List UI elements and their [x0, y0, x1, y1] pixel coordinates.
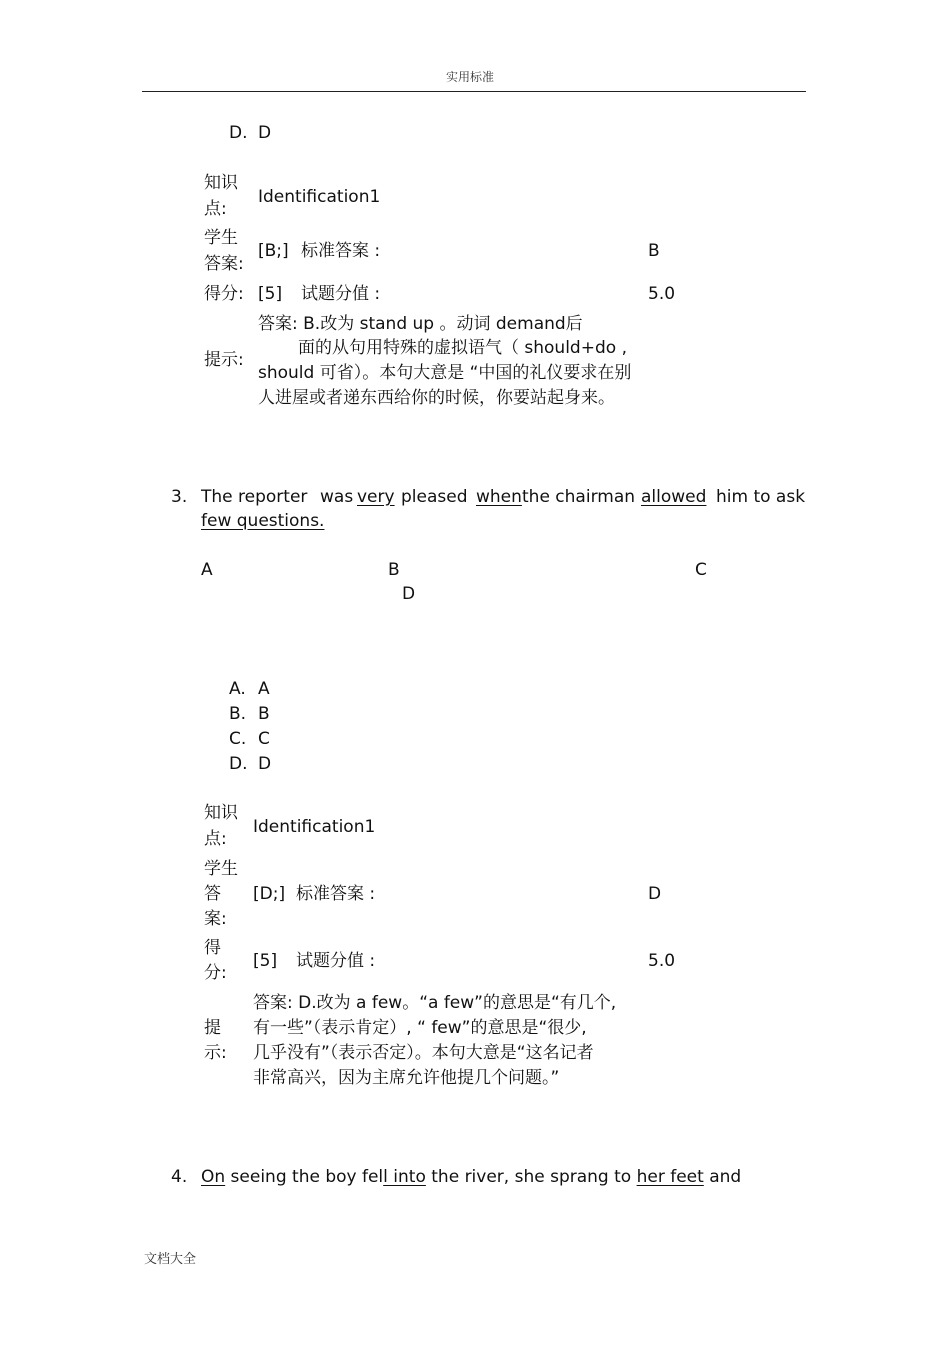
knowledge-value: Identification1	[258, 187, 381, 207]
hint-line: 答案: B.改为 stand up 。动词 demand后	[258, 314, 583, 334]
sentence-part: seeing the boy fel	[225, 1167, 384, 1187]
sentence-part: the chairman	[522, 487, 636, 507]
underlined-option-a: very	[357, 487, 395, 507]
hint-line: 人进屋或者递东西给你的时候，你要站起身来。	[258, 388, 615, 408]
knowledge-value: Identification1	[253, 817, 376, 837]
sentence-part: the river, she sprang to	[425, 1167, 637, 1187]
underlined-option-b: when	[476, 487, 522, 507]
hint-label: 提	[204, 1018, 221, 1038]
student-answer-value: [D;]	[253, 884, 286, 904]
sentence-part: pleased	[401, 487, 468, 507]
student-answer-label-3: 案:	[204, 909, 227, 929]
option-text: A	[258, 679, 270, 699]
marker-b: B	[388, 560, 400, 580]
marker-c: C	[695, 560, 707, 580]
knowledge-label-2: 点:	[204, 829, 227, 849]
score-label: 得	[204, 938, 221, 958]
option-letter: B.	[229, 704, 247, 724]
underlined-option-d: few questions.	[201, 511, 325, 531]
student-answer-label: 学生	[204, 859, 238, 879]
question-number: 3.	[171, 487, 188, 507]
full-score-label: 试题分值 :	[296, 951, 376, 971]
hint-label: 提示:	[204, 350, 244, 370]
score-label-2: 分:	[204, 963, 227, 983]
hint-line: 答案: D.改为 a few。“a few”的意思是“有几个,	[253, 993, 617, 1013]
hint-line: 非常高兴，因为主席允许他提几个问题。”	[253, 1068, 560, 1088]
hint-line: should 可省）。本句大意是 “中国的礼仪要求在别	[258, 363, 632, 383]
hint-label-2: 示:	[204, 1043, 227, 1063]
option-letter: A.	[229, 679, 246, 699]
score-label: 得分:	[204, 284, 244, 304]
question-number: 4.	[171, 1167, 188, 1187]
hint-line: 几乎没有”（表示否定）。本句大意是“这名记者	[253, 1043, 594, 1063]
full-score-value: 5.0	[648, 284, 676, 304]
sentence-part: The reporter	[201, 487, 308, 507]
option-letter: D.	[229, 754, 248, 774]
sentence-part: and	[703, 1167, 742, 1187]
standard-answer-label: 标准答案 :	[296, 884, 376, 904]
hint-line: 面的从句用特殊的虚拟语气（ should+do ,	[298, 338, 627, 358]
score-value: [5]	[258, 284, 283, 304]
full-score-value: 5.0	[648, 951, 676, 971]
option-d-letter: D.	[229, 123, 248, 143]
knowledge-label-2: 点:	[204, 199, 227, 219]
student-answer-label: 学生	[204, 228, 238, 248]
knowledge-label: 知识	[204, 173, 238, 193]
option-text: D	[258, 754, 272, 774]
option-d-text: D	[258, 123, 272, 143]
underlined-option-a: On	[201, 1167, 226, 1187]
header-divider	[142, 91, 806, 92]
underlined-option-b: l into	[383, 1167, 426, 1187]
student-answer-value: [B;]	[258, 241, 289, 261]
marker-d: D	[402, 584, 416, 604]
knowledge-label: 知识	[204, 803, 238, 823]
hint-line: 有一些”（表示肯定）, “ few”的意思是“很少,	[253, 1018, 587, 1038]
standard-answer-label: 标准答案 :	[301, 241, 381, 261]
option-text: B	[258, 704, 270, 724]
standard-answer-value: B	[648, 241, 660, 261]
sentence-part: was	[320, 487, 354, 507]
question-sentence	[201, 1165, 741, 1190]
page-footer: 文档大全	[144, 1252, 197, 1267]
page-header: 实用标准	[446, 70, 495, 84]
student-answer-label-2: 答	[204, 884, 221, 904]
marker-a: A	[201, 560, 213, 580]
underlined-option-c: her feet	[636, 1167, 704, 1187]
full-score-label: 试题分值 :	[301, 284, 381, 304]
sentence-part: him to ask	[716, 487, 806, 507]
student-answer-label-2: 答案:	[204, 254, 244, 274]
underlined-option-c: allowed	[641, 487, 707, 507]
option-text: C	[258, 729, 270, 749]
score-value: [5]	[253, 951, 278, 971]
standard-answer-value: D	[648, 884, 662, 904]
option-letter: C.	[229, 729, 247, 749]
